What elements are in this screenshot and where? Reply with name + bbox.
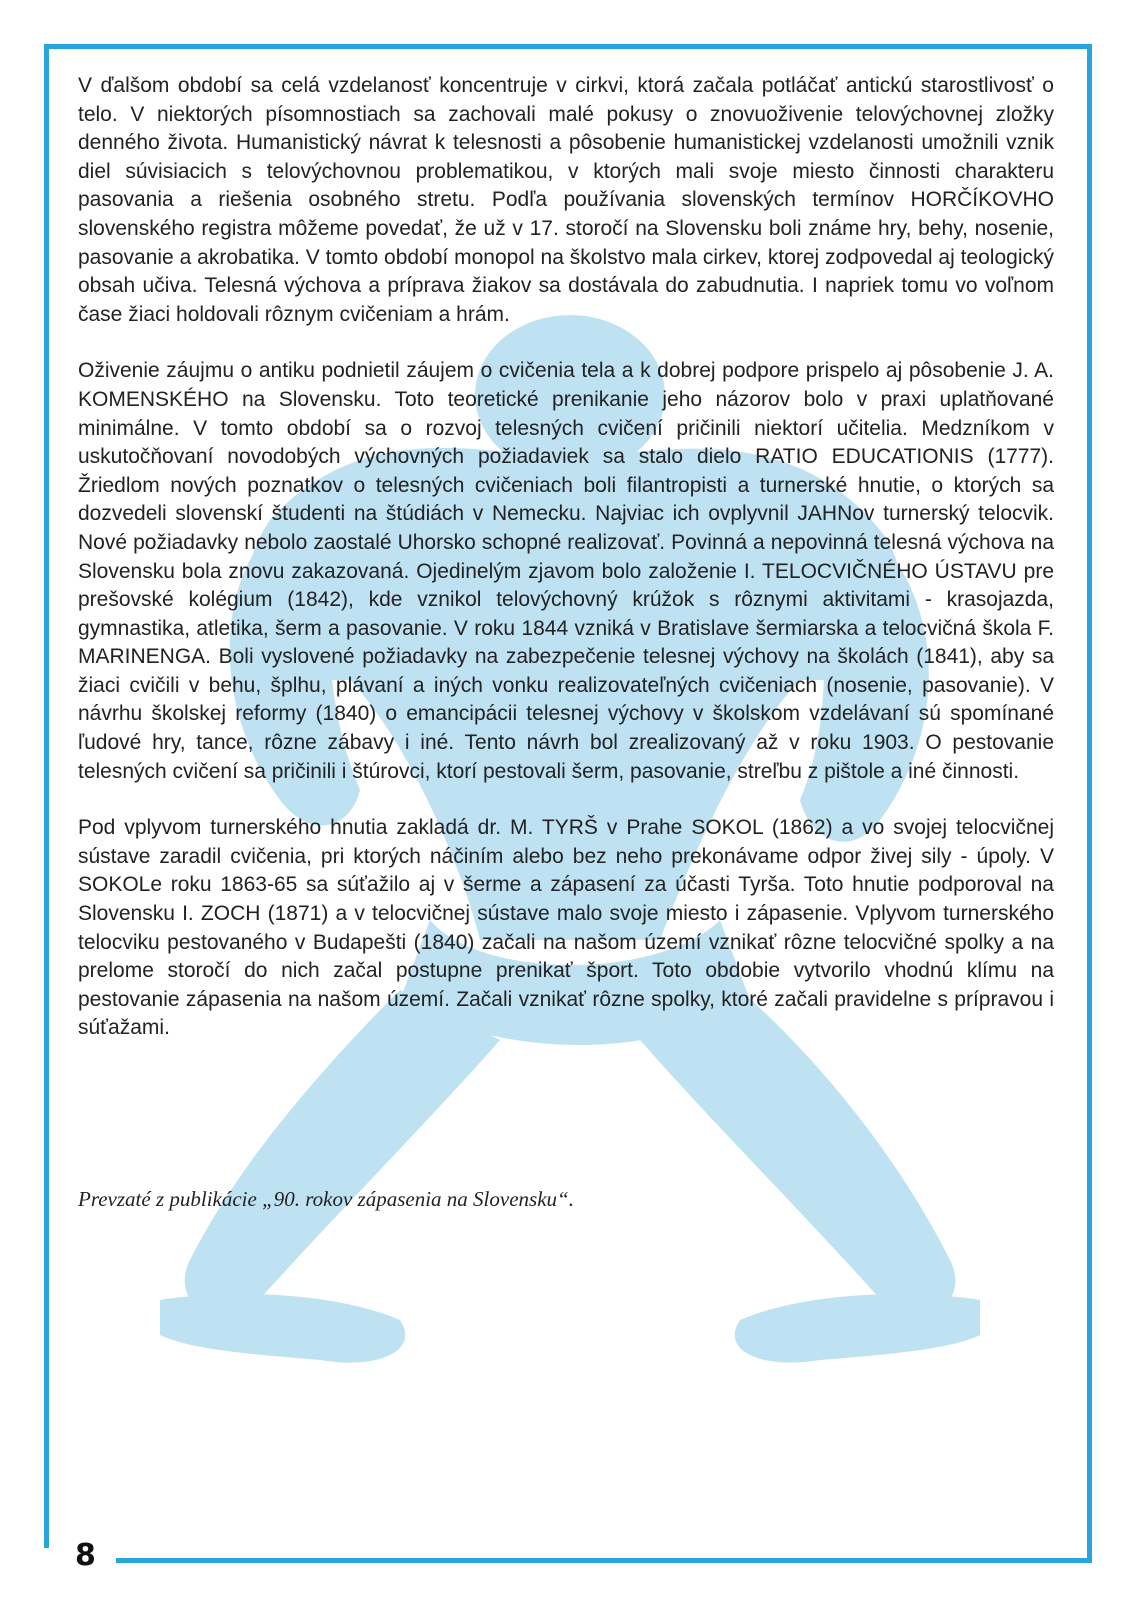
- article-body: [78, 72, 1054, 1071]
- page-number: 8: [75, 1538, 96, 1573]
- source-note: Prevzaté z publikácie „90. rokov zápasenia na Slovensku“.: [78, 1187, 574, 1211]
- paragraph-1: V ďalšom období sa celá vzdelanosť koncentruje v cirkvi, ktorá začala potláčať antickú starostlivosť o telo. V niektorých písomnostiach sa zachovali malé pokusy o znovuoživenie telovýchovnej zložky denného života. Humanistický návrat k telesnosti a pôsobenie humanistickej vzdelanosti umožnili vznik diel súvisiacich s telovýchovnou problematikou, v ktorých mali svoje miesto činnosti charakteru pasovania a riešenia osobného stretu. Podľa používania slovenských termínov HORČÍKOVHO slovenského registra môžeme povedať, že už v 17. storočí na Slovensku boli známe hry, behy, nosenie, pasovanie a akrobatika. V tomto období monopol na školstvo mala cirkev, ktorej zodpovedal aj teologický obsah učiva. Telesná výchova a príprava žiakov sa dostávala do zabudnutia. I napriek tomu vo voľnom čase žiaci holdovali rôznym cvičeniam a hrám.: [78, 74, 1054, 326]
- paragraph-3: Pod vplyvom turnerského hnutia zakladá dr. M. TYRŠ v Prahe SOKOL (1862) a vo svojej telocvičnej sústave zaradil cvičenia, pri ktorých náčiním alebo bez neho prekonávame odpor živej sily - úpoly. V SOKOLe roku 1863-65 sa súťažilo aj v šerme a zápasení za účasti Tyrša. Toto hnutie podporoval na Slovensku I. ZOCH (1871) a v telocvičnej sústave malo svoje miesto i zápasenie. Vplyvom turnerského telocviku pestovaného v Budapešti (1840) začali na našom území vznikať rôzne telocvičné spolky a na prelome storočí do nich začal postupne prenikať šport. Toto obdobie vytvorilo vhodnú klímu na pestovanie zápasenia na našom území. Začali vznikať rôzne spolky, ktoré začali pravidelne s prípravou i súťažami.: [78, 816, 1054, 1040]
- paragraph-2: Oživenie záujmu o antiku podnietil záujem o cvičenia tela a k dobrej podpore prispelo aj pôsobenie J. A. KOMENSKÉHO na Slovensku. Toto teoretické prenikanie jeho názorov bolo v praxi uplatňované minimálne. V tomto období sa o rozvoj telesných cvičení pričinili niektorí učitelia. Medzníkom v uskutočňovaní novodobých výchovných požiadaviek sa stalo dielo RATIO EDUCATIONIS (1777). Žriedlom nových poznatkov o telesných cvičeniach boli filantropisti a turnerské hnutie, o ktorých sa dozvedeli slovenskí študenti na štúdiách v Nemecku. Najviac ich ovplyvnil JAHNov turnerský telocvik. Nové požiadavky nebolo zaostalé Uhorsko schopné realizovať. Povinná a nepovinná telesná výchova na Slovensku bola znovu zakazovaná. Ojedinelým zjavom bolo založenie I. TELOCVIČNÉHO ÚSTAVU pre prešovské kolégium (1842), kde vznikol telovýchovný krúžok s rôznymi aktivitami - krasojazda, gymnastika, atletika, šerm a pasovanie. V roku 1844 vzniká v Bratislave šermiarska a telocvičná škola F. MARINENGA. Boli vyslovené požiadavky na zabezpečenie telesnej výchovy na školách (1841), aby sa žiaci cvičili v behu, šplhu, plávaní a iných vonku realizovateľných cvičeniach (nosenie, pasovanie). V návrhu školskej reformy (1840) o emancipácii telesnej výchovy v školskom vzdelávaní sú spomínané ľudové hry, tance, rôzne zábavy i iné. Tento návrh bol zrealizovaný až v roku 1903. O pestovanie telesných cvičení sa pričinili i štúrovci, ktorí pestovali šerm, pasovanie, streľbu z pištole a iné činnosti.: [78, 359, 1054, 783]
